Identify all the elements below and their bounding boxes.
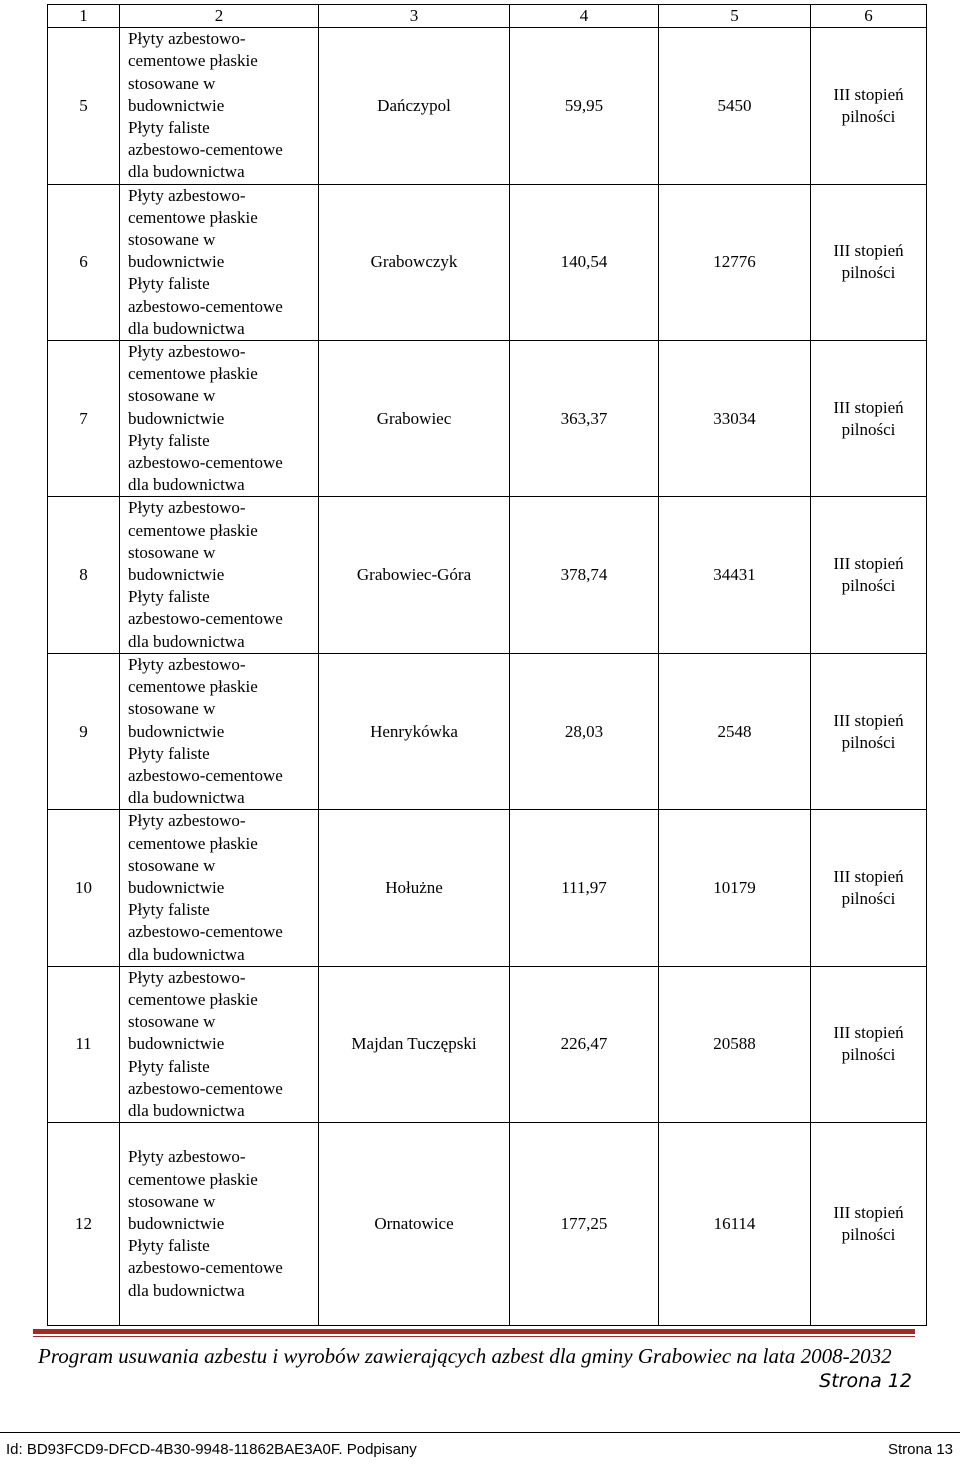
product-name-line: budownictwie	[128, 252, 225, 272]
quantity-value: 16114	[659, 1123, 811, 1326]
urgency-level-line: III stopień	[833, 84, 904, 104]
product-name	[120, 497, 319, 653]
table-body	[48, 28, 927, 1326]
product-name-line: stosowane w	[128, 230, 216, 250]
area-value: 111,97	[510, 810, 659, 966]
product-name-line: Płyty faliste	[128, 118, 210, 138]
product-name-line: stosowane w	[128, 855, 216, 875]
product-name-line: cementowe płaskie	[128, 207, 258, 227]
column-header: 4	[510, 5, 659, 28]
table-row	[48, 184, 927, 340]
product-name-line: Płyty faliste	[128, 430, 210, 450]
product-name-line: azbestowo-cementowe	[128, 609, 283, 629]
footer-rule-thick	[33, 1329, 915, 1334]
locality: Majdan Tuczępski	[319, 966, 510, 1122]
signature-page-number: Strona 13	[887, 1441, 953, 1458]
quantity-value: 20588	[659, 966, 811, 1122]
product-name-line: budownictwie	[128, 721, 225, 741]
product-name-line: dla budownictwa	[128, 318, 245, 338]
product-name-line: cementowe płaskie	[128, 1169, 258, 1189]
product-name-line: budownictwie	[128, 1034, 225, 1054]
row-number: 9	[48, 653, 120, 809]
product-name-line: dla budownictwa	[128, 162, 245, 182]
urgency-level	[811, 184, 927, 340]
product-name-line: cementowe płaskie	[128, 520, 258, 540]
urgency-level-line: pilności	[841, 889, 896, 909]
urgency-level	[811, 497, 927, 653]
product-name-line: Płyty azbestowo-	[128, 967, 246, 987]
urgency-level	[811, 28, 927, 184]
product-name-line: dla budownictwa	[128, 631, 245, 651]
row-number: 6	[48, 184, 120, 340]
product-name-line: cementowe płaskie	[128, 677, 258, 697]
product-name-line: Płyty azbestowo-	[128, 1147, 246, 1167]
row-number: 12	[48, 1123, 120, 1326]
asbestos-inventory-table	[47, 4, 927, 1326]
product-name-line: budownictwie	[128, 408, 225, 428]
row-number: 10	[48, 810, 120, 966]
product-name-line: azbestowo-cementowe	[128, 1258, 283, 1278]
product-name-line: dla budownictwa	[128, 475, 245, 495]
product-name-line: budownictwie	[128, 1214, 225, 1234]
area-value: 140,54	[510, 184, 659, 340]
product-name-line: azbestowo-cementowe	[128, 1078, 283, 1098]
signature-id: Id: BD93FCD9-DFCD-4B30-9948-11862BAE3A0F. Podpisany	[6, 1441, 417, 1458]
product-name	[120, 810, 319, 966]
row-number: 11	[48, 966, 120, 1122]
column-header: 6	[811, 5, 927, 28]
column-header: 5	[659, 5, 811, 28]
locality: Grabowiec	[319, 341, 510, 497]
footer-rule-thin	[33, 1336, 915, 1337]
urgency-level-line: III stopień	[833, 867, 904, 887]
table-row	[48, 28, 927, 184]
product-name-line: azbestowo-cementowe	[128, 296, 283, 316]
column-header: 1	[48, 5, 120, 28]
urgency-level-line: pilności	[841, 263, 896, 283]
locality: Grabowczyk	[319, 184, 510, 340]
product-name-line: Płyty faliste	[128, 1056, 210, 1076]
urgency-level-line: pilności	[841, 1225, 896, 1245]
table-row	[48, 966, 927, 1122]
urgency-level-line: pilności	[841, 419, 896, 439]
locality: Ornatowice	[319, 1123, 510, 1326]
urgency-level-line: pilności	[841, 1045, 896, 1065]
quantity-value: 33034	[659, 341, 811, 497]
product-name-line: stosowane w	[128, 1191, 216, 1211]
product-name-line: stosowane w	[128, 386, 216, 406]
locality: Grabowiec-Góra	[319, 497, 510, 653]
product-name-line: dla budownictwa	[128, 1100, 245, 1120]
product-name-line: azbestowo-cementowe	[128, 765, 283, 785]
area-value: 226,47	[510, 966, 659, 1122]
product-name-line: cementowe płaskie	[128, 51, 258, 71]
urgency-level	[811, 966, 927, 1122]
area-value: 363,37	[510, 341, 659, 497]
area-value: 28,03	[510, 653, 659, 809]
product-name-line: budownictwie	[128, 565, 225, 585]
product-name-line: Płyty azbestowo-	[128, 811, 246, 831]
product-name-line: Płyty faliste	[128, 743, 210, 763]
product-name-line: dla budownictwa	[128, 944, 245, 964]
product-name-line: Płyty faliste	[128, 274, 210, 294]
urgency-level-line: III stopień	[833, 1023, 904, 1043]
quantity-value: 12776	[659, 184, 811, 340]
product-name-line: Płyty azbestowo-	[128, 29, 246, 49]
area-value: 177,25	[510, 1123, 659, 1326]
locality: Hołużne	[319, 810, 510, 966]
product-name-line: Płyty faliste	[128, 587, 210, 607]
table-row	[48, 810, 927, 966]
locality: Henrykówka	[319, 653, 510, 809]
row-number: 5	[48, 28, 120, 184]
product-name-line: budownictwie	[128, 877, 225, 897]
product-name	[120, 184, 319, 340]
urgency-level	[811, 1123, 927, 1326]
urgency-level-line: III stopień	[833, 397, 904, 417]
product-name-line: azbestowo-cementowe	[128, 140, 283, 160]
product-name	[120, 1123, 319, 1326]
quantity-value: 5450	[659, 28, 811, 184]
product-name	[120, 966, 319, 1122]
column-number-row	[48, 5, 927, 28]
product-name-line: stosowane w	[128, 542, 216, 562]
table-row	[48, 1123, 927, 1326]
urgency-level-line: III stopień	[833, 1203, 904, 1223]
urgency-level	[811, 341, 927, 497]
urgency-level-line: III stopień	[833, 554, 904, 574]
product-name-line: stosowane w	[128, 1012, 216, 1032]
product-name-line: cementowe płaskie	[128, 833, 258, 853]
urgency-level-line: III stopień	[833, 241, 904, 261]
column-header: 3	[319, 5, 510, 28]
product-name-line: cementowe płaskie	[128, 989, 258, 1009]
table-row	[48, 497, 927, 653]
row-number: 8	[48, 497, 120, 653]
table-row	[48, 341, 927, 497]
column-header: 2	[120, 5, 319, 28]
urgency-level-line: pilności	[841, 106, 896, 126]
urgency-level-line: III stopień	[833, 710, 904, 730]
signature-divider	[0, 1432, 960, 1433]
product-name	[120, 28, 319, 184]
area-value: 378,74	[510, 497, 659, 653]
product-name-line: Płyty azbestowo-	[128, 342, 246, 362]
product-name-line: Płyty azbestowo-	[128, 498, 246, 518]
product-name-line: Płyty faliste	[128, 1236, 210, 1256]
product-name-line: stosowane w	[128, 699, 216, 719]
product-name	[120, 653, 319, 809]
quantity-value: 2548	[659, 653, 811, 809]
urgency-level-line: pilności	[841, 576, 896, 596]
footer-document-title: Program usuwania azbestu i wyrobów zawierających azbest dla gminy Grabowiec na lata 2008-2032	[38, 1344, 892, 1368]
product-name-line: stosowane w	[128, 73, 216, 93]
urgency-level	[811, 810, 927, 966]
footer-page-number: Strona 12	[819, 1370, 912, 1392]
row-number: 7	[48, 341, 120, 497]
table-row	[48, 653, 927, 809]
locality: Dańczypol	[319, 28, 510, 184]
product-name	[120, 341, 319, 497]
product-name-line: budownictwie	[128, 95, 225, 115]
area-value: 59,95	[510, 28, 659, 184]
quantity-value: 34431	[659, 497, 811, 653]
urgency-level	[811, 653, 927, 809]
product-name-line: Płyty azbestowo-	[128, 185, 246, 205]
product-name-line: cementowe płaskie	[128, 364, 258, 384]
urgency-level-line: pilności	[841, 732, 896, 752]
product-name-line: dla budownictwa	[128, 1280, 245, 1300]
product-name-line: dla budownictwa	[128, 788, 245, 808]
quantity-value: 10179	[659, 810, 811, 966]
product-name-line: Płyty azbestowo-	[128, 654, 246, 674]
product-name-line: azbestowo-cementowe	[128, 453, 283, 473]
product-name-line: Płyty faliste	[128, 900, 210, 920]
product-name-line: azbestowo-cementowe	[128, 922, 283, 942]
